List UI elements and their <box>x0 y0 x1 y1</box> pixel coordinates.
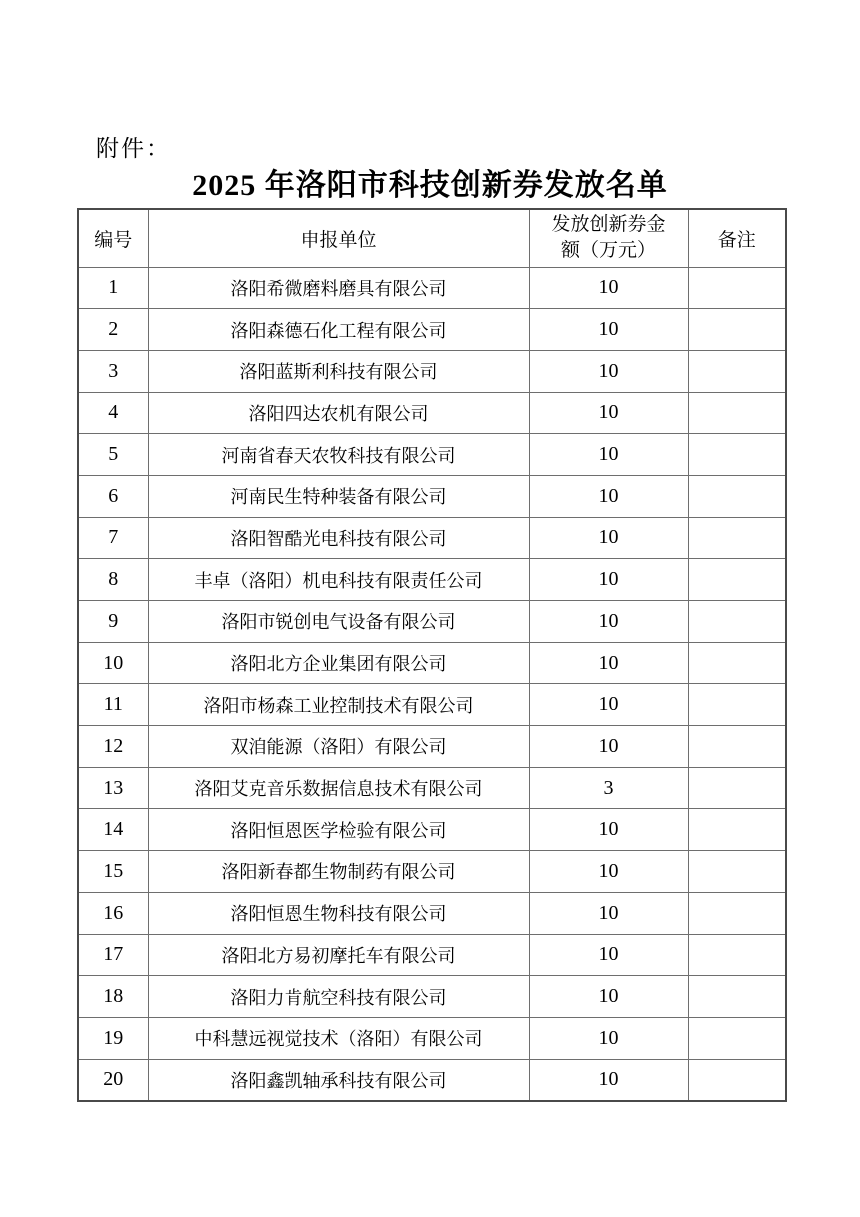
row-remark-cell <box>688 559 786 601</box>
page-title: 2025 年洛阳市科技创新券发放名单 <box>192 169 668 202</box>
column-header-amount-line2: 额（万元） <box>560 240 656 262</box>
row-index-cell: 13 <box>78 767 148 809</box>
table-row <box>78 559 786 601</box>
row-index-cell: 14 <box>78 809 148 851</box>
table-row <box>78 1059 786 1101</box>
row-remark-cell <box>688 684 786 726</box>
row-unit-cell: 洛阳希微磨料磨具有限公司 <box>148 267 529 309</box>
row-unit-cell: 洛阳森德石化工程有限公司 <box>148 309 529 351</box>
column-header-index: 编号 <box>78 209 148 267</box>
row-remark-cell <box>688 434 786 476</box>
row-remark-cell <box>688 726 786 768</box>
row-amount-cell: 10 <box>529 475 688 517</box>
row-remark-cell <box>688 350 786 392</box>
row-amount-cell: 10 <box>529 392 688 434</box>
row-amount-cell: 10 <box>529 350 688 392</box>
row-remark-cell <box>688 851 786 893</box>
table-row <box>78 434 786 476</box>
row-unit-cell: 河南省春天农牧科技有限公司 <box>148 434 529 476</box>
row-remark-cell <box>688 892 786 934</box>
row-unit-cell: 河南民生特种装备有限公司 <box>148 475 529 517</box>
row-index-cell: 16 <box>78 892 148 934</box>
row-remark-cell <box>688 642 786 684</box>
table-row <box>78 392 786 434</box>
row-index-cell: 5 <box>78 434 148 476</box>
column-header-unit: 申报单位 <box>148 209 529 267</box>
row-index-cell: 2 <box>78 309 148 351</box>
table-row <box>78 309 786 351</box>
row-unit-cell: 洛阳恒恩生物科技有限公司 <box>148 892 529 934</box>
row-index-cell: 7 <box>78 517 148 559</box>
row-index-cell: 20 <box>78 1059 148 1101</box>
table-row <box>78 267 786 309</box>
row-amount-cell: 10 <box>529 559 688 601</box>
table-row <box>78 642 786 684</box>
table-body <box>78 267 786 1101</box>
row-amount-cell: 10 <box>529 1017 688 1059</box>
row-index-cell: 8 <box>78 559 148 601</box>
table-row <box>78 892 786 934</box>
row-index-cell: 10 <box>78 642 148 684</box>
row-amount-cell: 10 <box>529 1059 688 1101</box>
voucher-table <box>77 208 787 1102</box>
table-row <box>78 517 786 559</box>
table-row <box>78 934 786 976</box>
attachment-label: 附件： <box>96 136 171 161</box>
row-remark-cell <box>688 392 786 434</box>
row-index-cell: 17 <box>78 934 148 976</box>
row-unit-cell: 洛阳蓝斯利科技有限公司 <box>148 350 529 392</box>
table-row <box>78 767 786 809</box>
row-amount-cell: 10 <box>529 976 688 1018</box>
row-index-cell: 18 <box>78 976 148 1018</box>
table-header-row <box>78 209 786 267</box>
row-amount-cell: 10 <box>529 684 688 726</box>
row-amount-cell: 10 <box>529 642 688 684</box>
table-row <box>78 809 786 851</box>
row-index-cell: 4 <box>78 392 148 434</box>
row-unit-cell: 洛阳市锐创电气设备有限公司 <box>148 601 529 643</box>
row-index-cell: 9 <box>78 601 148 643</box>
row-unit-cell: 双洎能源（洛阳）有限公司 <box>148 726 529 768</box>
column-header-amount <box>529 209 688 267</box>
table-row <box>78 726 786 768</box>
table-row <box>78 684 786 726</box>
row-unit-cell: 洛阳四达农机有限公司 <box>148 392 529 434</box>
row-amount-cell: 10 <box>529 309 688 351</box>
row-remark-cell <box>688 601 786 643</box>
row-index-cell: 3 <box>78 350 148 392</box>
row-remark-cell <box>688 976 786 1018</box>
table-row <box>78 475 786 517</box>
row-index-cell: 1 <box>78 267 148 309</box>
row-amount-cell: 3 <box>529 767 688 809</box>
table-row <box>78 601 786 643</box>
row-remark-cell <box>688 475 786 517</box>
row-index-cell: 11 <box>78 684 148 726</box>
row-unit-cell: 洛阳艾克音乐数据信息技术有限公司 <box>148 767 529 809</box>
column-header-amount-line1: 发放创新券金 <box>551 214 666 236</box>
row-amount-cell: 10 <box>529 934 688 976</box>
table-row <box>78 851 786 893</box>
row-index-cell: 15 <box>78 851 148 893</box>
row-unit-cell: 洛阳北方企业集团有限公司 <box>148 642 529 684</box>
row-remark-cell <box>688 267 786 309</box>
row-remark-cell <box>688 767 786 809</box>
column-header-remark: 备注 <box>688 209 786 267</box>
row-unit-cell: 洛阳市杨森工业控制技术有限公司 <box>148 684 529 726</box>
row-unit-cell: 洛阳恒恩医学检验有限公司 <box>148 809 529 851</box>
row-amount-cell: 10 <box>529 517 688 559</box>
row-unit-cell: 洛阳北方易初摩托车有限公司 <box>148 934 529 976</box>
row-amount-cell: 10 <box>529 809 688 851</box>
row-unit-cell: 洛阳智酷光电科技有限公司 <box>148 517 529 559</box>
row-remark-cell <box>688 1059 786 1101</box>
table-row <box>78 350 786 392</box>
row-remark-cell <box>688 1017 786 1059</box>
table-row <box>78 1017 786 1059</box>
row-remark-cell <box>688 517 786 559</box>
row-remark-cell <box>688 309 786 351</box>
row-amount-cell: 10 <box>529 267 688 309</box>
table-header <box>78 209 786 267</box>
row-amount-cell: 10 <box>529 601 688 643</box>
table-row <box>78 976 786 1018</box>
row-unit-cell: 洛阳鑫凯轴承科技有限公司 <box>148 1059 529 1101</box>
row-unit-cell: 中科慧远视觉技术（洛阳）有限公司 <box>148 1017 529 1059</box>
row-remark-cell <box>688 809 786 851</box>
row-index-cell: 12 <box>78 726 148 768</box>
row-amount-cell: 10 <box>529 851 688 893</box>
row-unit-cell: 洛阳新春都生物制药有限公司 <box>148 851 529 893</box>
row-remark-cell <box>688 934 786 976</box>
row-amount-cell: 10 <box>529 726 688 768</box>
row-unit-cell: 丰卓（洛阳）机电科技有限责任公司 <box>148 559 529 601</box>
row-amount-cell: 10 <box>529 434 688 476</box>
row-index-cell: 19 <box>78 1017 148 1059</box>
row-index-cell: 6 <box>78 475 148 517</box>
row-amount-cell: 10 <box>529 892 688 934</box>
row-unit-cell: 洛阳力肯航空科技有限公司 <box>148 976 529 1018</box>
